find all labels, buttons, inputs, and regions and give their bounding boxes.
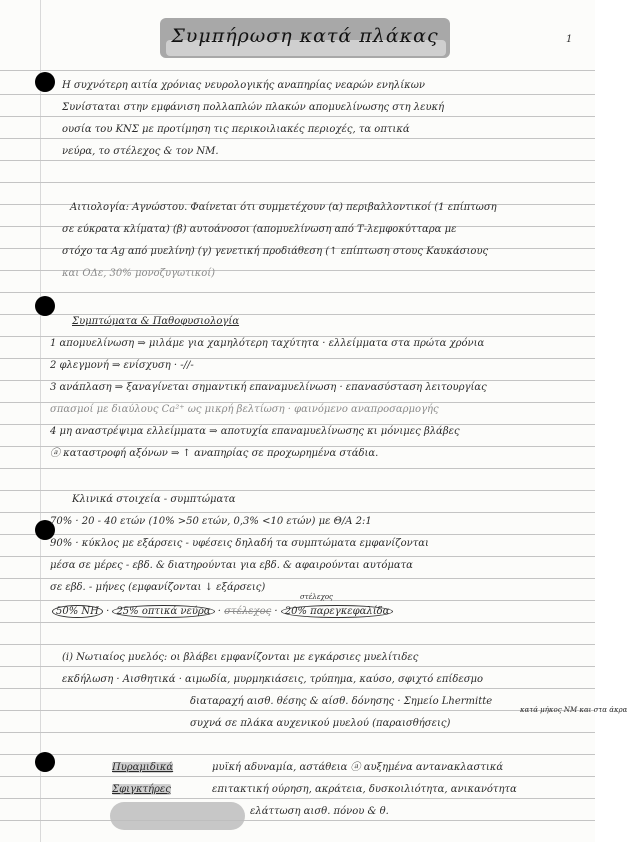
pathophysiology-heading: Συμπτώματα & Παθοφυσιολογία: [72, 316, 240, 327]
page-title-text: Συμπήρωση κατά πλάκας: [171, 25, 439, 47]
stat-cerebellum: 20% παρεγκεφαλίδα: [281, 605, 394, 618]
etiology-line: και ΟΔε, 30% μονοζυγωτικοί): [62, 268, 216, 279]
pathophysiology-item: 2 φλεγμονή ⇒ ενίσχυση · -//-: [50, 360, 194, 371]
stat-struck: στέλεχος: [224, 606, 272, 617]
spinal-line: εκδήλωση · Αισθητικά · αιμωδία, μυρμηκιάσεις, τρύπημα, καύσο, σφιχτό επίδεσμο: [62, 674, 484, 685]
clinical-row: 90% · κύκλος με εξάρσεις - υφέσεις δηλαδή τα συμπτώματα εμφανίζονται: [50, 538, 429, 549]
binder-hole: [35, 296, 55, 316]
ruled-line: [0, 798, 595, 799]
pathophysiology-item: 3 ανάπλαση ⇒ ξαναγίνεται σημαντική επαναμυελίνωση · επανασύσταση λειτουργίας: [50, 382, 487, 393]
spinal-line: συχνά σε πλάκα αυχενικού μυελού (παραισθήσεις): [190, 718, 451, 729]
ruled-line: [0, 710, 595, 711]
ruled-line: [0, 622, 595, 623]
ruled-line: [0, 94, 595, 95]
page-number: 1: [566, 34, 573, 45]
clinical-row: σε εβδ. - μήνες (εμφανίζονται ↓ εξάρσεις): [50, 582, 266, 593]
etiology-line: στόχο τα Αg από μυελίνη) (γ) γενετική προδιάθεση (↑ επίπτωση στους Καυκάσιους: [62, 246, 489, 257]
intro-line: Η συχνότερη αιτία χρόνιας νευρολογικής αναπηρίας νεαρών ενηλίκων: [62, 80, 425, 91]
pyramidal-label: [112, 761, 173, 774]
stat-above-note: στέλεχος: [300, 593, 333, 601]
pathophysiology-item: σπασμοί με διαύλους Ca²⁺ ως μικρή βελτίωση · φαινόμενο αναπροσαρμογής: [50, 404, 439, 415]
clinical-row: 70% · 20 - 40 ετών (10% >50 ετών, 0,3% <10 ετών) με Θ/Α 2:1: [50, 516, 372, 527]
clinical-row: μέσα σε μέρες - εβδ. & διατηρούνται για εβδ. & αφαιρούνται αυτόματα: [50, 560, 413, 571]
ruled-line: [0, 490, 595, 491]
ruled-line: [0, 578, 595, 579]
ruled-line: [0, 138, 595, 139]
ruled-line: [0, 534, 595, 535]
intro-line: ουσία του ΚΝΣ με προτίμηση τις περικοιλιακές περιοχές, τα οπτικά: [62, 124, 410, 135]
sphincters-label: [112, 783, 171, 796]
ruled-line: [0, 70, 595, 71]
ruled-line: [0, 666, 595, 667]
intro-line: νεύρα, το στέλεχος & τον ΝΜ.: [62, 146, 219, 157]
binder-hole: [35, 752, 55, 772]
ruled-line: [0, 556, 595, 557]
scribbled-out-label: [110, 802, 245, 830]
intro-line: Συνίσταται στην εμφάνιση πολλαπλών πλακών απομυελίνωσης στη λευκή: [62, 102, 445, 113]
ruled-line: [0, 644, 595, 645]
sphincters-text: επιτακτική ούρηση, ακράτεια, δυσκοιλιότητα, ανικανότητα: [212, 784, 517, 795]
pyramidal-text: μυϊκή αδυναμία, αστάθεια ⓐ αυξημένα αντανακλαστικά: [212, 762, 504, 773]
ruled-line: [0, 754, 595, 755]
margin-line: [40, 0, 41, 842]
stats-line: 50% ΝΗ · 25% οπτικά νεύρα · στέλεχος · 20% παρεγκεφαλίδα: [52, 605, 393, 618]
ruled-line: [0, 732, 595, 733]
spinal-line: διαταραχή αισθ. θέσης & αίσθ. δόνησης · Σημείο Lhermitte: [190, 696, 493, 707]
page-title: [160, 18, 450, 58]
pathophysiology-item: 4 μη αναστρέψιμα ελλείμματα ⇒ αποτυχία επαναμυελίνωσης κι μόνιμες βλάβες: [50, 426, 460, 437]
sphincters-label-text: Σφιγκτήρες: [112, 784, 171, 795]
etiology-line: Αιτιολογία: Αγνώστου. Φαίνεται ότι συμμετέχουν (α) περιβαλλοντικοί (1 επίπτωση: [70, 202, 497, 213]
ruled-line: [0, 688, 595, 689]
ruled-line: [0, 468, 595, 469]
ruled-line: [0, 600, 595, 601]
side-note: κατά μήκος ΝΜ και στα άκρα: [520, 706, 627, 714]
ruled-line: [0, 512, 595, 513]
spinal-line: (i) Νωτιαίος μυελός: οι βλάβει εμφανίζονται με εγκάρσιες μυελίτιδες: [62, 652, 419, 663]
last-line: ελάττωση αισθ. πόνου & θ.: [250, 806, 389, 817]
ruled-line: [0, 292, 595, 293]
stat-optic: 25% οπτικά νεύρα: [112, 605, 214, 618]
ruled-line: [0, 776, 595, 777]
ruled-line: [0, 182, 595, 183]
ruled-line: [0, 820, 595, 821]
pyramidal-label-text: Πυραμιδικά: [112, 762, 174, 773]
clinical-heading: Κλινικά στοιχεία - συμπτώματα: [72, 494, 236, 505]
binder-hole: [35, 72, 55, 92]
ruled-line: [0, 116, 595, 117]
etiology-line: σε εύκρατα κλίματα) (β) αυτοάνοσοι (απομυελίνωση από Τ-λεμφοκύτταρα με: [62, 224, 457, 235]
pathophysiology-item: 1 απομυελίνωση ⇒ μιλάμε για χαμηλότερη ταχύτητα · ελλείμματα στα πρώτα χρόνια: [50, 338, 485, 349]
pathophysiology-item: ⓐ καταστροφή αξόνων ⇒ ↑ αναπηρίας σε προχωρημένα στάδια.: [50, 448, 379, 459]
ruled-line: [0, 160, 595, 161]
stat-nh: 50% ΝΗ: [52, 605, 103, 618]
